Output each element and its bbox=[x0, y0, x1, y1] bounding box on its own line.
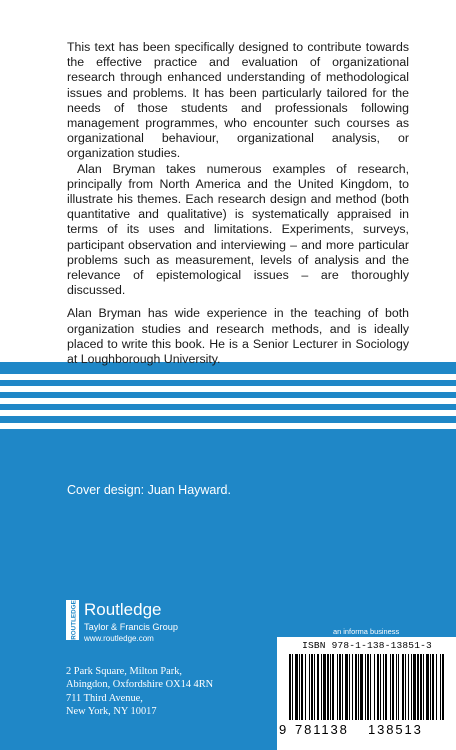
barcode-bar bbox=[345, 654, 348, 720]
barcode-bar bbox=[411, 654, 412, 720]
blurb-panel bbox=[0, 0, 456, 367]
barcode-bar bbox=[327, 654, 329, 720]
barcode-bar bbox=[423, 654, 424, 720]
barcode-bar bbox=[420, 654, 422, 720]
cover-credit: Cover design: Juan Hayward. bbox=[67, 483, 231, 497]
barcode-bar bbox=[380, 654, 381, 720]
barcode-bar bbox=[396, 654, 397, 720]
address-line: New York, NY 10017 bbox=[66, 705, 157, 717]
barcode-bar bbox=[426, 654, 429, 720]
barcode-bar bbox=[440, 654, 441, 720]
barcode-bar bbox=[360, 654, 363, 720]
barcode-bar bbox=[299, 654, 300, 720]
barcode-bar bbox=[417, 654, 419, 720]
barcode-bar bbox=[436, 654, 437, 720]
barcode-bar bbox=[332, 654, 334, 720]
informa-tagline: an informa business bbox=[333, 627, 400, 636]
barcode-bar bbox=[352, 654, 353, 720]
barcode-bars bbox=[289, 654, 445, 724]
barcode-bar bbox=[342, 654, 343, 720]
barcode-bar bbox=[358, 654, 359, 720]
barcode-digits-left: 781138 bbox=[295, 722, 349, 737]
blurb-paragraph-1: This text has been specifically designed to contribute towards the effective practice and evaluation of organizational research through enhanced understanding of methodological issues and problems. It has been particularly tailored for the needs of those students and professionals following management programmes, who encounter such courses as organizational behaviour, organizational analysis, or organization studies. bbox=[67, 40, 409, 161]
barcode-bar bbox=[339, 654, 341, 720]
publisher-group: Taylor & Francis Group bbox=[84, 622, 178, 632]
address-line: 711 Third Avenue, bbox=[66, 692, 143, 704]
barcode-bar bbox=[432, 654, 434, 720]
barcode-bar bbox=[295, 654, 298, 720]
blurb-text bbox=[67, 40, 409, 367]
publisher-address bbox=[66, 665, 213, 718]
barcode-bar bbox=[292, 654, 293, 720]
blurb-paragraph-3: Alan Bryman has wide experience in the teaching of both organization studies and research methods, and is ideally placed to write this book. He is a Senior Lecturer in Sociology at Loughborough University. bbox=[67, 306, 409, 367]
barcode-bar bbox=[355, 654, 357, 720]
barcode-bar bbox=[390, 654, 391, 720]
stripe-1 bbox=[0, 374, 456, 380]
barcode-bar bbox=[365, 654, 366, 720]
barcode-box bbox=[277, 637, 456, 750]
barcode-bar bbox=[383, 654, 384, 720]
logo-text: ROUTLEDGE bbox=[70, 600, 78, 640]
address-line: 2 Park Square, Milton Park, bbox=[66, 666, 183, 677]
barcode-bar bbox=[330, 654, 331, 720]
blurb-paragraph-2: Alan Bryman takes numerous examples of research, principally from North America and the United Kingdom, to illustrate his themes. Each research design and method (both quantitative and qualitative) is systematically appraised in terms of its uses and limitations. Experiments, surveys, participant observation and interviewing – and more particular problems such as measurement, levels of analysis and the relevance of epistemological issues – are thoroughly discussed. bbox=[67, 161, 409, 298]
barcode-bar bbox=[289, 654, 291, 720]
barcode-bar bbox=[337, 654, 338, 720]
publisher-name: Routledge bbox=[84, 600, 162, 619]
barcode-bar bbox=[301, 654, 303, 720]
barcode-digits-right: 138513 bbox=[368, 722, 423, 737]
stripe-5 bbox=[0, 423, 456, 429]
barcode-bar bbox=[405, 654, 406, 720]
barcode-bar bbox=[374, 654, 375, 720]
publisher-url: www.routledge.com bbox=[84, 634, 154, 643]
barcode-digit-first: 9 bbox=[279, 722, 287, 737]
barcode-bar bbox=[430, 654, 431, 720]
barcode-bar bbox=[317, 654, 319, 720]
barcode-bar bbox=[408, 654, 409, 720]
barcode-bar bbox=[377, 654, 379, 720]
barcode-bar bbox=[385, 654, 387, 720]
barcode-bar bbox=[314, 654, 315, 720]
isbn-label: ISBN 978-1-138-13851-3 bbox=[302, 640, 432, 651]
barcode-bar bbox=[367, 654, 369, 720]
barcode-bar bbox=[413, 654, 416, 720]
stripe-2 bbox=[0, 386, 456, 392]
barcode-bar bbox=[442, 654, 444, 720]
stripe-4 bbox=[0, 410, 456, 416]
barcode-bar bbox=[370, 654, 371, 720]
barcode-bar bbox=[309, 654, 310, 720]
barcode-bar bbox=[305, 654, 306, 720]
barcode-bar bbox=[323, 654, 326, 720]
barcode-bar bbox=[402, 654, 404, 720]
stripe-3 bbox=[0, 398, 456, 404]
barcode-bar bbox=[392, 654, 394, 720]
barcode-bar bbox=[321, 654, 322, 720]
address-line: Abingdon, Oxfordshire OX14 4RN bbox=[66, 679, 214, 691]
barcode-bar bbox=[398, 654, 399, 720]
barcode-bar bbox=[311, 654, 313, 720]
barcode-bar bbox=[349, 654, 350, 720]
routledge-logo-icon bbox=[66, 600, 79, 640]
